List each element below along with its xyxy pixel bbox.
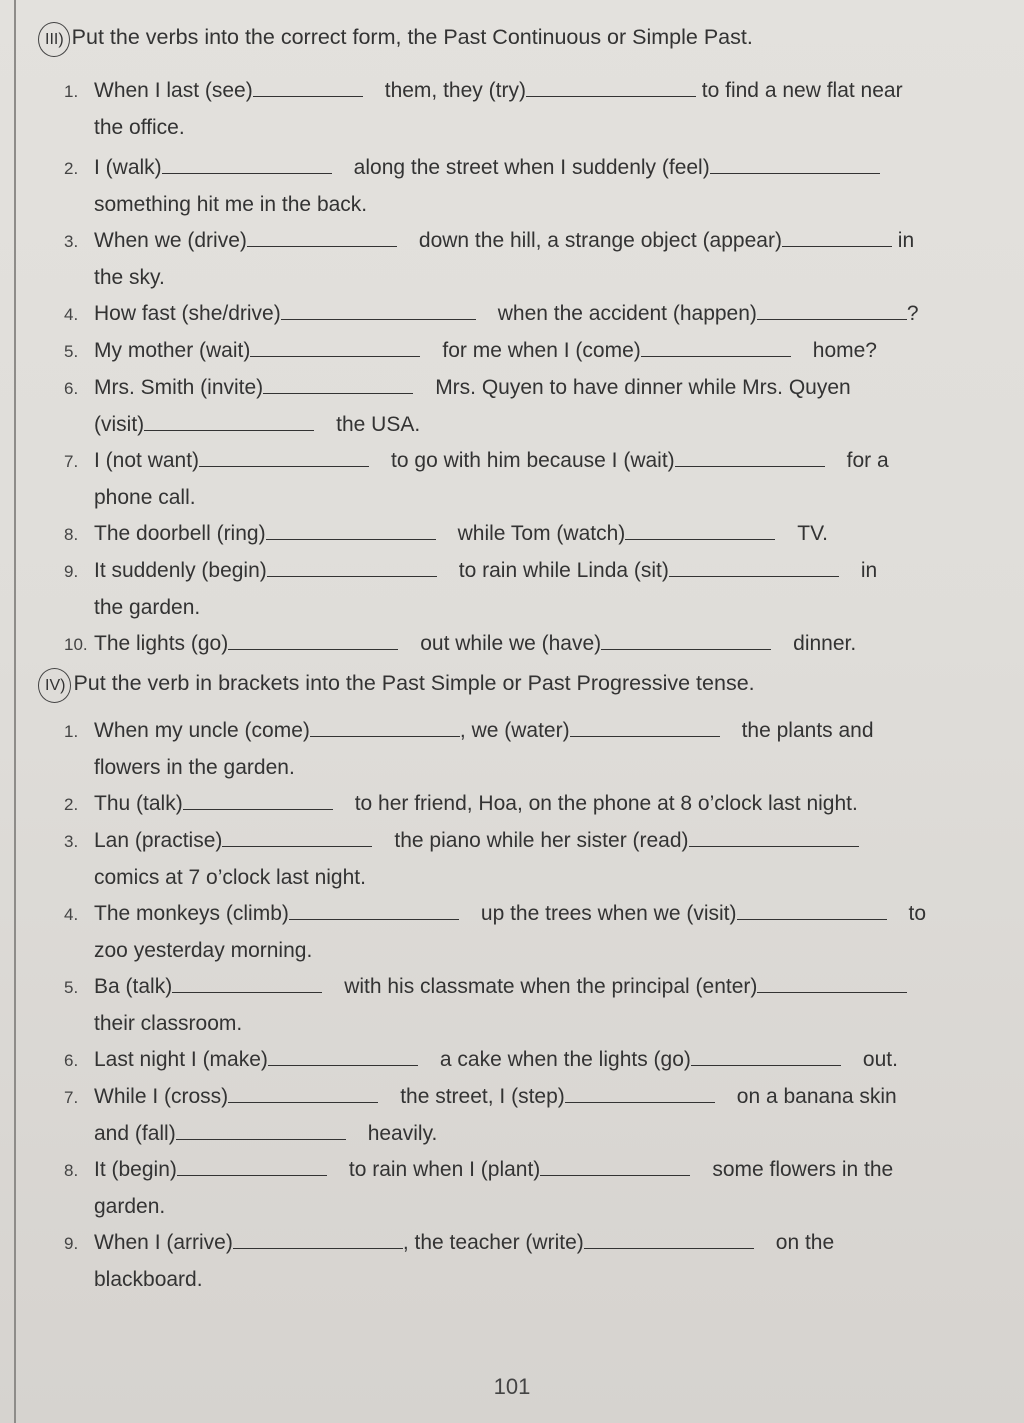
answer-blank[interactable] — [250, 338, 420, 357]
answer-blank[interactable] — [289, 901, 459, 920]
answer-blank[interactable] — [689, 828, 859, 847]
item-number: 9. — [64, 562, 79, 581]
item-text: down the hill, a strange object (appear) — [418, 229, 782, 252]
item-text: dinner. — [793, 632, 857, 655]
exercise-item — [64, 150, 984, 223]
item-text: While I (cross) — [94, 1085, 229, 1108]
item-number: 2. — [64, 159, 79, 178]
item-number: 8. — [64, 525, 79, 544]
item-continuation: phone call. — [94, 486, 196, 509]
item-number: 6. — [64, 379, 79, 398]
item-text: (visit) — [94, 413, 145, 436]
exercise-item — [64, 626, 984, 663]
item-text: When my uncle (come) — [94, 719, 310, 742]
page-number: 101 — [493, 1374, 531, 1399]
exercise-4-number: IV) — [38, 668, 71, 703]
exercise-3 — [0, 22, 1024, 663]
item-number: 9. — [64, 1234, 79, 1253]
item-text: How fast (she/drive) — [94, 302, 281, 325]
item-continuation: the garden. — [94, 596, 201, 619]
exercise-item — [64, 969, 984, 1042]
item-text: to her friend, Hoa, on the phone at 8 o’clock last night. — [354, 792, 858, 815]
item-text: The lights (go) — [94, 632, 229, 655]
item-number: 1. — [64, 82, 79, 101]
exercise-item — [64, 223, 984, 296]
answer-blank[interactable] — [183, 791, 333, 810]
answer-blank[interactable] — [675, 448, 825, 467]
item-text: My mother (wait) — [94, 339, 251, 362]
item-text: to find a new flat near — [701, 79, 903, 102]
exercise-item — [64, 823, 984, 896]
answer-blank[interactable] — [177, 1157, 327, 1176]
item-number: 10. — [64, 635, 88, 654]
item-text: to go with him because I (wait) — [391, 449, 675, 472]
answer-blank[interactable] — [263, 375, 413, 394]
exercise-item — [64, 1079, 984, 1152]
answer-blank[interactable] — [757, 301, 907, 320]
item-text: out. — [862, 1048, 898, 1071]
item-continuation — [64, 407, 984, 443]
item-text: to — [908, 902, 927, 925]
item-text: It (begin) — [94, 1158, 177, 1181]
item-text: a cake when the lights (go) — [439, 1048, 691, 1071]
item-text: the street, I (step) — [400, 1085, 565, 1108]
item-text: It suddenly (begin) — [94, 559, 267, 582]
exercise-item — [64, 73, 984, 146]
answer-blank[interactable] — [782, 228, 892, 247]
item-continuation: comics at 7 o’clock last night. — [94, 866, 366, 889]
item-text: when the accident (happen) — [497, 302, 757, 325]
item-continuation: something hit me in the back. — [94, 193, 368, 216]
item-text: them, they (try) — [384, 79, 526, 102]
item-text: home? — [812, 339, 877, 362]
item-text: in — [897, 229, 915, 252]
item-text: while Tom (watch) — [457, 522, 626, 545]
item-continuation: blackboard. — [94, 1268, 203, 1291]
item-number: 6. — [64, 1051, 79, 1070]
answer-blank[interactable] — [247, 228, 397, 247]
item-number: 8. — [64, 1161, 79, 1180]
item-text: Thu (talk) — [94, 792, 183, 815]
answer-blank[interactable] — [757, 974, 907, 993]
answer-blank[interactable] — [526, 78, 696, 97]
item-number: 5. — [64, 342, 79, 361]
item-continuation: their classroom. — [94, 1012, 243, 1035]
item-text: and (fall) — [94, 1122, 176, 1145]
item-text: out while we (have) — [420, 632, 602, 655]
answer-blank[interactable] — [601, 631, 771, 650]
item-continuation: zoo yesterday morning. — [94, 939, 313, 962]
item-text: , we (water) — [459, 719, 570, 742]
answer-blank[interactable] — [691, 1047, 841, 1066]
answer-blank[interactable] — [176, 1121, 346, 1140]
item-text: I (not want) — [94, 449, 200, 472]
item-continuation: garden. — [94, 1195, 166, 1218]
exercise-item — [64, 370, 984, 443]
item-text: Lan (practise) — [94, 829, 223, 852]
item-text: heavily. — [367, 1122, 438, 1145]
item-text: for a — [846, 449, 889, 472]
exercise-item — [64, 713, 984, 786]
item-text: the plants and — [741, 719, 874, 742]
item-continuation: flowers in the garden. — [94, 756, 295, 779]
item-text: to rain while Linda (sit) — [458, 559, 669, 582]
answer-blank[interactable] — [565, 1084, 715, 1103]
item-number: 4. — [64, 305, 79, 324]
exercise-item — [64, 1042, 984, 1079]
item-text: ? — [906, 302, 919, 325]
exercise-item — [64, 1225, 984, 1298]
answer-blank[interactable] — [570, 718, 720, 737]
exercise-item — [64, 296, 984, 333]
item-text: on a banana skin — [736, 1085, 897, 1108]
answer-blank[interactable] — [281, 301, 476, 320]
item-continuation: the office. — [94, 116, 185, 139]
item-text: with his classmate when the principal (enter) — [344, 975, 758, 998]
item-number: 3. — [64, 832, 79, 851]
item-number: 2. — [64, 795, 79, 814]
exercise-4-title: Put the verb in brackets into the Past Simple or Past Progressive tense. — [73, 671, 755, 695]
exercise-3-title: Put the verbs into the correct form, the Past Continuous or Simple Past. — [71, 25, 753, 49]
item-text: The monkeys (climb) — [94, 902, 289, 925]
exercise-item — [64, 896, 984, 969]
exercise-4 — [0, 668, 1024, 1298]
exercise-item — [64, 1152, 984, 1225]
exercise-3-number: III) — [38, 22, 70, 57]
answer-blank[interactable] — [669, 558, 839, 577]
exercise-3-heading — [34, 22, 1024, 57]
answer-blank[interactable] — [228, 631, 398, 650]
item-number: 1. — [64, 722, 79, 741]
item-text: I (walk) — [94, 156, 162, 179]
item-text: on the — [775, 1231, 835, 1254]
exercise-item — [64, 786, 984, 823]
item-text: for me when I (come) — [442, 339, 641, 362]
item-text: TV. — [797, 522, 829, 545]
exercise-item — [64, 443, 984, 516]
exercise-4-heading — [34, 668, 1024, 703]
item-text: , the teacher (write) — [402, 1231, 584, 1254]
item-number: 7. — [64, 452, 79, 471]
answer-blank[interactable] — [228, 1084, 378, 1103]
item-text: When I (arrive) — [94, 1231, 233, 1254]
answer-blank[interactable] — [144, 412, 314, 431]
answer-blank[interactable] — [641, 338, 791, 357]
item-text: some flowers in the — [712, 1158, 894, 1181]
answer-blank[interactable] — [222, 828, 372, 847]
exercise-item — [64, 333, 984, 370]
answer-blank[interactable] — [540, 1157, 690, 1176]
item-number: 3. — [64, 232, 79, 251]
item-text: in — [860, 559, 878, 582]
answer-blank[interactable] — [267, 558, 437, 577]
item-text: The doorbell (ring) — [94, 522, 266, 545]
answer-blank[interactable] — [710, 155, 880, 174]
item-text: the piano while her sister (read) — [394, 829, 689, 852]
answer-blank[interactable] — [266, 521, 436, 540]
item-number: 4. — [64, 905, 79, 924]
item-text: along the street when I suddenly (feel) — [353, 156, 710, 179]
answer-blank[interactable] — [253, 78, 363, 97]
item-continuation — [64, 1116, 984, 1152]
item-text: When we (drive) — [94, 229, 247, 252]
item-text: Mrs. Quyen to have dinner while Mrs. Quyen — [435, 376, 851, 399]
answer-blank[interactable] — [199, 448, 369, 467]
item-text: Ba (talk) — [94, 975, 173, 998]
exercise-item — [64, 553, 984, 626]
item-number: 7. — [64, 1088, 79, 1107]
item-text: When I last (see) — [94, 79, 253, 102]
item-number: 5. — [64, 978, 79, 997]
answer-blank[interactable] — [625, 521, 775, 540]
exercise-item — [64, 516, 984, 553]
answer-blank[interactable] — [737, 901, 887, 920]
answer-blank[interactable] — [268, 1047, 418, 1066]
answer-blank[interactable] — [584, 1230, 754, 1249]
answer-blank[interactable] — [172, 974, 322, 993]
item-text: to rain when I (plant) — [348, 1158, 541, 1181]
item-text: Last night I (make) — [94, 1048, 268, 1071]
answer-blank[interactable] — [233, 1230, 403, 1249]
answer-blank[interactable] — [162, 155, 332, 174]
item-text: the USA. — [336, 413, 421, 436]
answer-blank[interactable] — [310, 718, 460, 737]
item-text: Mrs. Smith (invite) — [94, 376, 264, 399]
item-continuation: the sky. — [94, 266, 165, 289]
item-text: up the trees when we (visit) — [480, 902, 737, 925]
